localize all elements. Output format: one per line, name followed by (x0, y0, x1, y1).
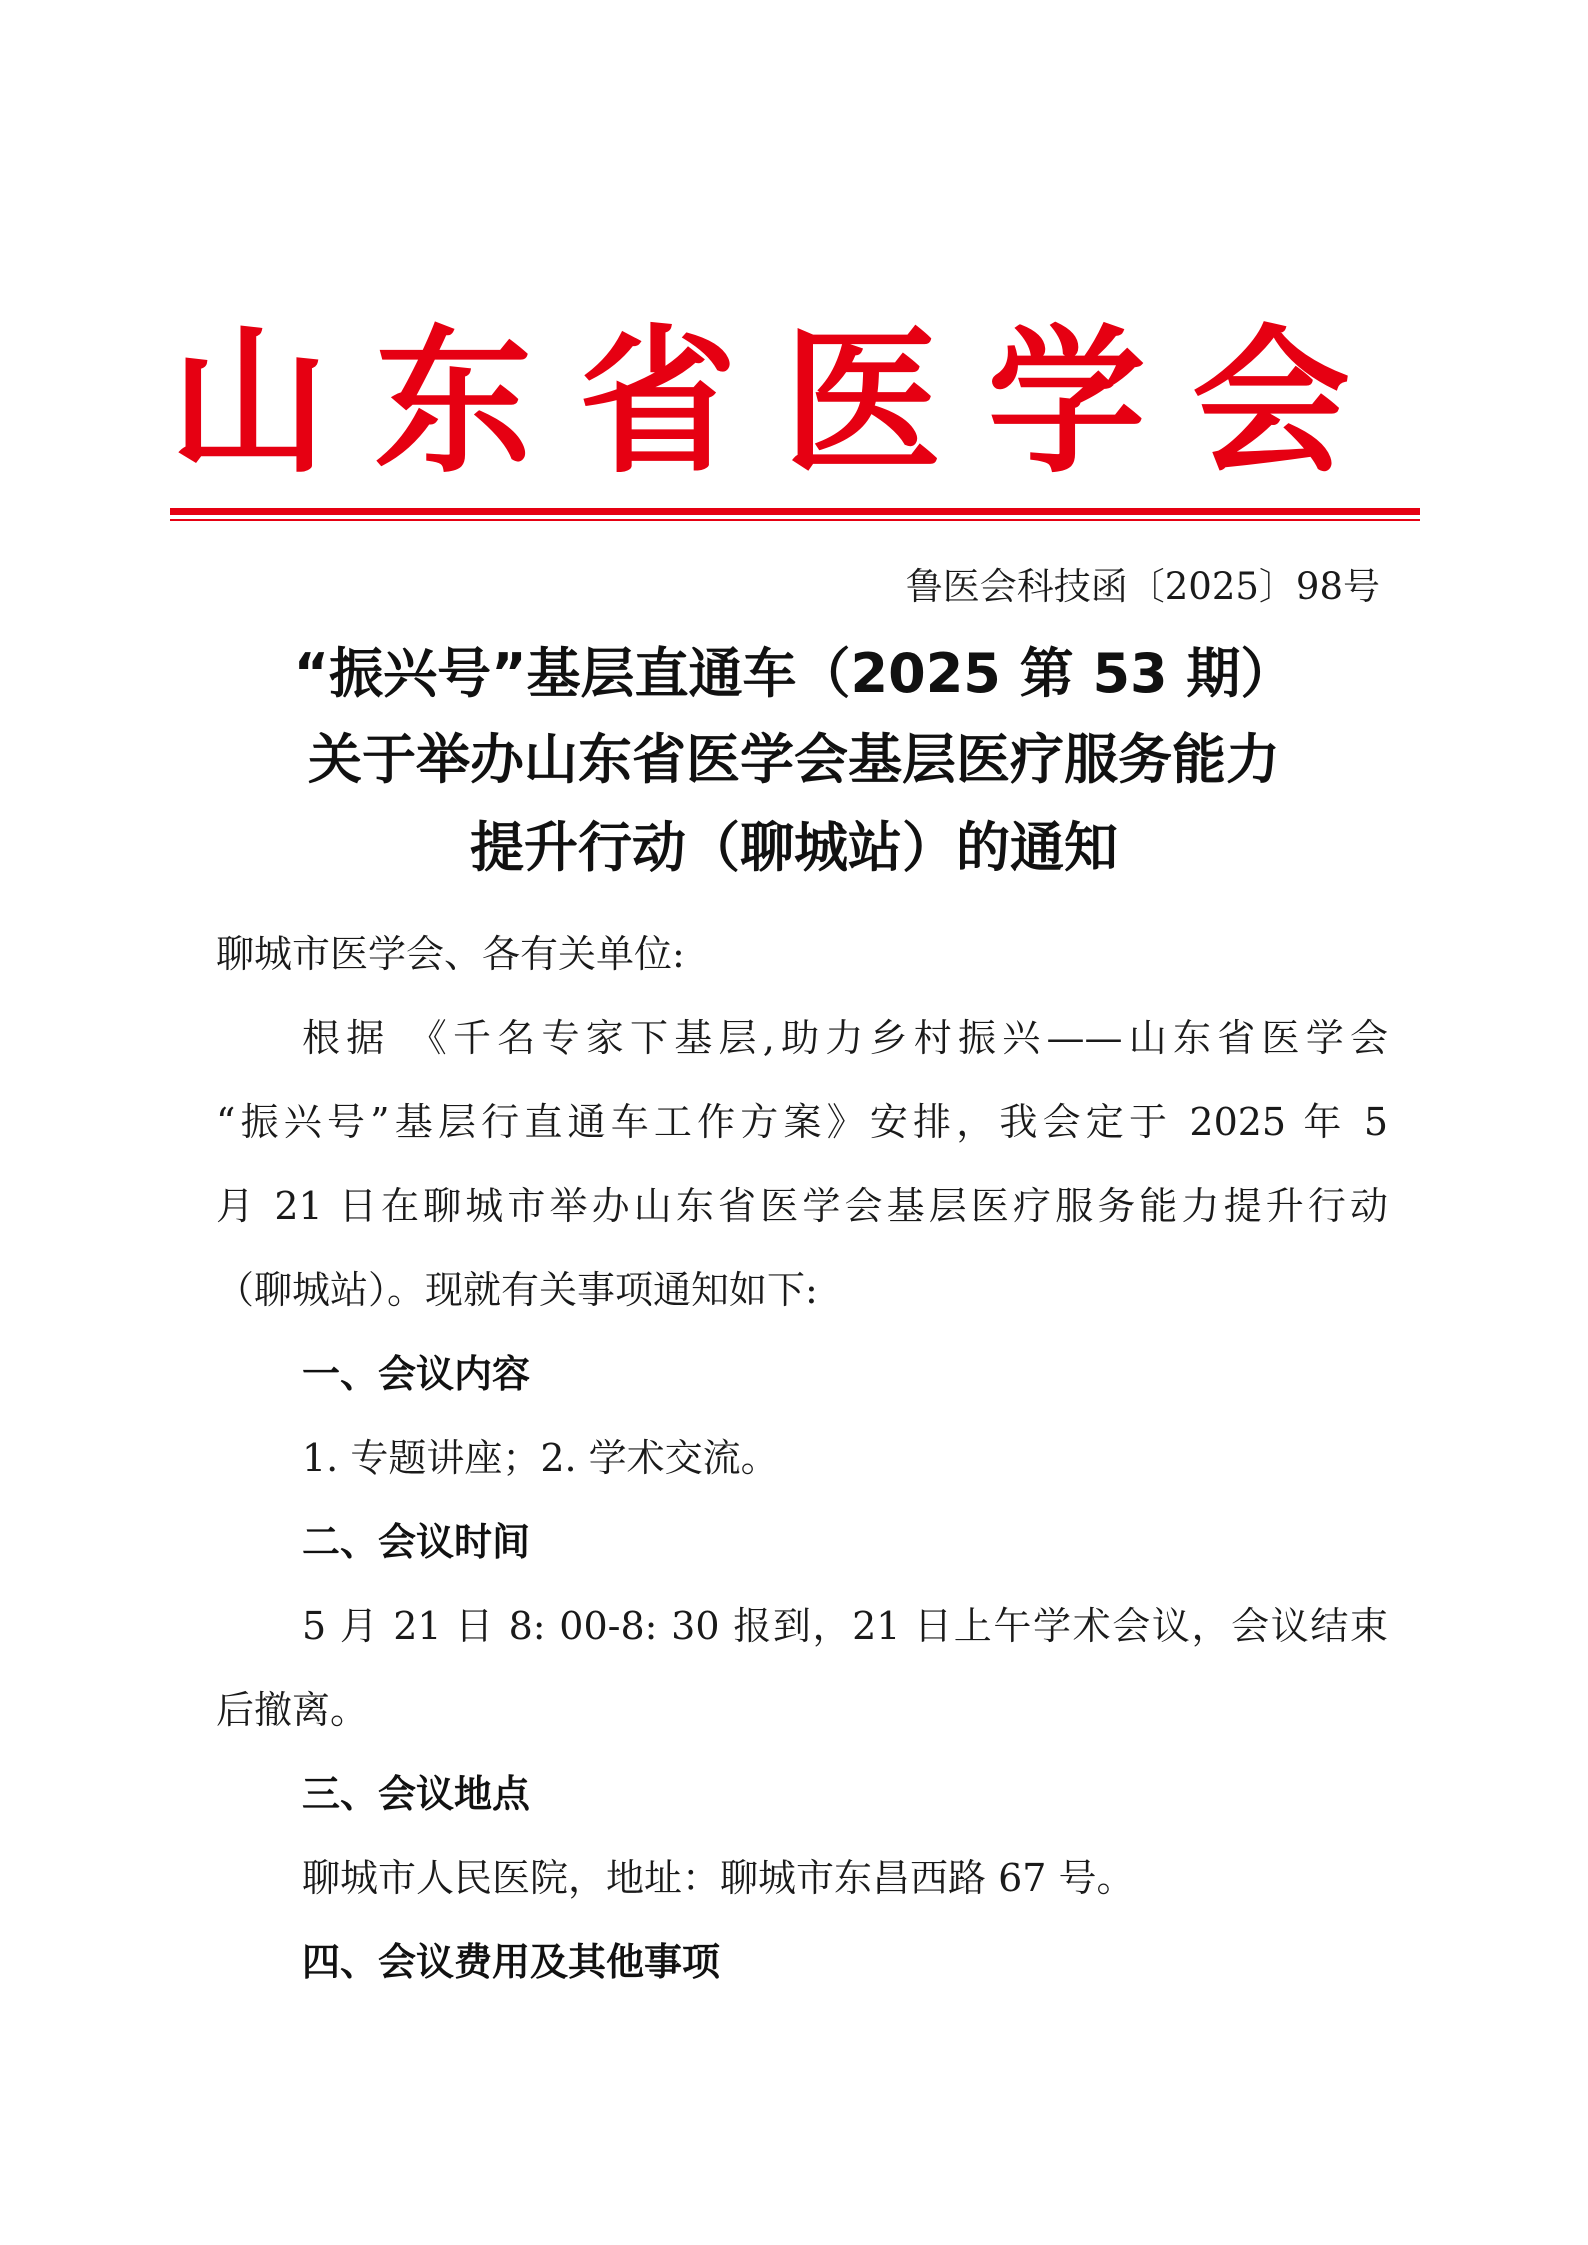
title-line-2: 关于举办山东省医学会基层医疗服务能力 (308, 728, 1280, 791)
intro-line-2-text: “振兴号”基层行直通车工作方案》安排，我会定于 2025 年 5 (216, 1100, 1388, 1144)
org-name-char: 东 (374, 310, 533, 495)
section-heading-time: 二、会议时间 (302, 1520, 531, 1564)
intro-line-3 (216, 1164, 1388, 1248)
section-content-text: 1. 专题讲座；2. 学术交流。 (302, 1436, 779, 1480)
org-name-char: 医 (783, 310, 942, 495)
section-location-text: 聊城市人民医院，地址：聊城市东昌西路 67 号。 (302, 1856, 1135, 1900)
section-heading-content: 一、会议内容 (302, 1352, 531, 1396)
org-name-char: 省 (578, 310, 737, 495)
intro-line-2 (216, 1080, 1388, 1164)
section-time-line-1-text: 5 月 21 日 8: 00-8: 30 报到，21 日上午学术会议，会议结束 (302, 1604, 1388, 1648)
section-time-line-2: 后撤离。 (216, 1688, 369, 1732)
header-divider-thick (170, 508, 1420, 515)
intro-line-3-text: 月 21 日在聊城市举办山东省医学会基层医疗服务能力提升行动 (216, 1184, 1388, 1228)
section-heading-location: 三、会议地点 (302, 1772, 531, 1816)
section-time-line-1 (302, 1584, 1388, 1668)
org-name-char: 山 (170, 310, 328, 495)
title-line-3: 提升行动（聊城站）的通知 (470, 816, 1118, 879)
org-name-char: 会 (1191, 310, 1350, 495)
org-name-char: 学 (987, 310, 1146, 495)
title-line-1: “振兴号”基层直通车（2025 第 53 期） (293, 642, 1295, 705)
document-number: 鲁医会科技函〔2025〕98号 (905, 565, 1380, 608)
intro-line-1-text: 根据 《千名专家下基层,助力乡村振兴——山东省医学会 (302, 1016, 1388, 1060)
intro-line-4: （聊城站）。现就有关事项通知如下: (216, 1268, 818, 1312)
header-divider-thin (170, 519, 1420, 521)
salutation: 聊城市医学会、各有关单位: (216, 932, 685, 976)
organization-header (170, 310, 1350, 495)
section-heading-fees: 四、会议费用及其他事项 (302, 1940, 721, 1984)
intro-line-1 (302, 996, 1388, 1080)
